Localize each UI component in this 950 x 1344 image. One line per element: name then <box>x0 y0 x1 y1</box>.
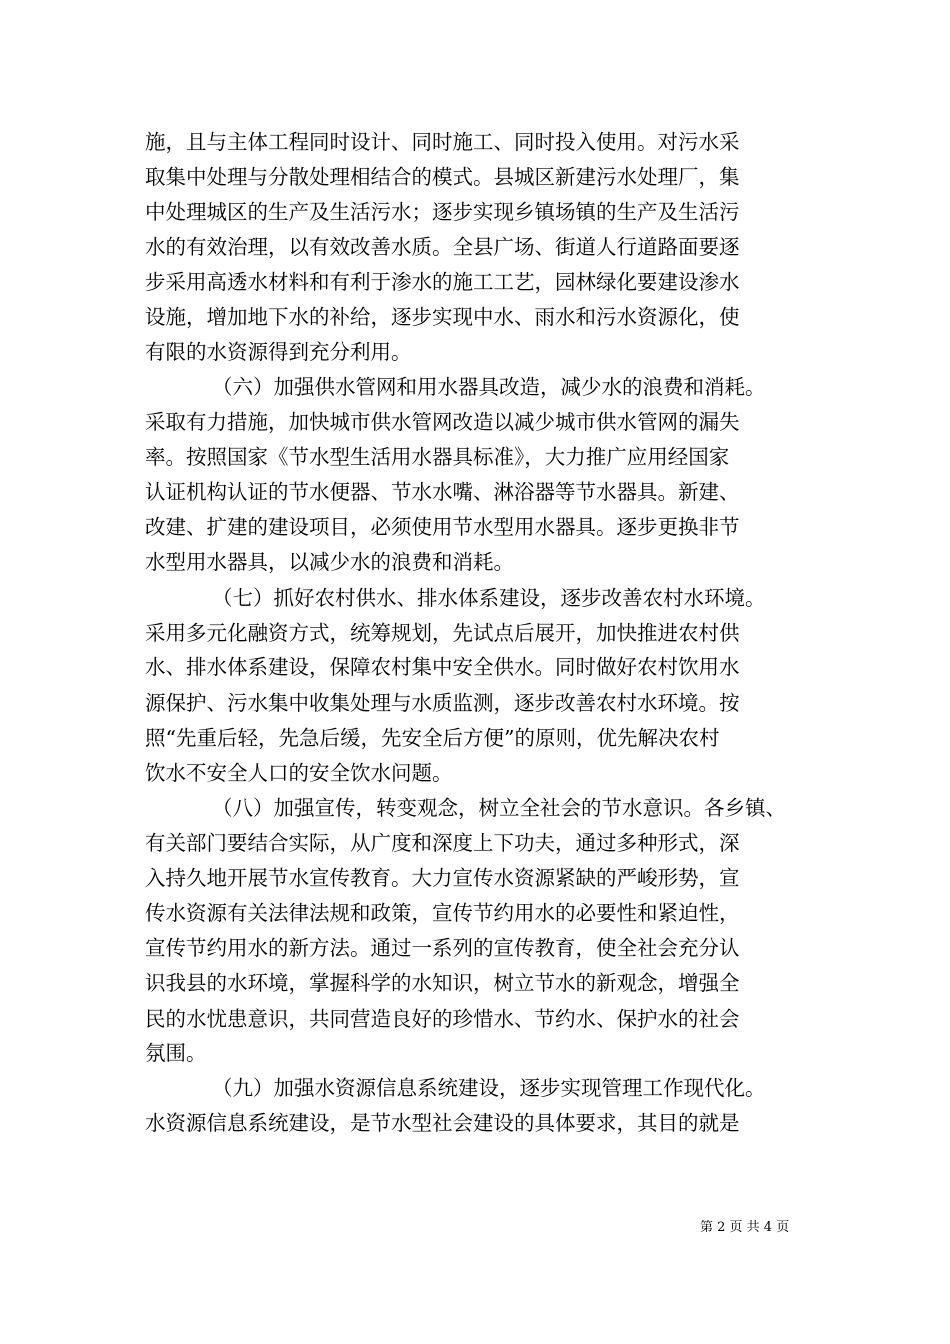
body-text-line: 采取有力措施，加快城市供水管网改造以减少城市供水管网的漏失 <box>145 410 740 434</box>
body-text-line: 施，且与主体工程同时设计、同时施工、同时投入使用。对污水采 <box>145 130 740 154</box>
body-text-line: 入持久地开展节水宣传教育。大力宣传水资源紧缺的严峻形势，宣 <box>145 866 740 890</box>
body-text-line: 传水资源有关法律法规和政策，宣传节约用水的必要性和紧迫性， <box>145 901 740 925</box>
body-text-line: 水资源信息系统建设，是节水型社会建设的具体要求，其目的就是 <box>145 1111 740 1135</box>
paragraph-heading-line: （六）加强供水管网和用水器具改造，减少水的浪费和消耗。 <box>212 375 766 399</box>
body-text-line: 改建、扩建的建设项目，必须使用节水型用水器具。逐步更换非节 <box>145 515 740 539</box>
body-text-line: 认证机构认证的节水便器、节水水嘴、淋浴器等节水器具。新建、 <box>145 480 740 504</box>
body-text-line: 有关部门要结合实际，从广度和深度上下功夫，通过多种形式，深 <box>145 831 740 855</box>
body-text-line: 水的有效治理，以有效改善水质。全县广场、街道人行道路面要逐 <box>145 235 740 259</box>
body-text-line: 宣传节约用水的新方法。通过一系列的宣传教育，使全社会充分认 <box>145 936 740 960</box>
body-text-line: 有限的水资源得到充分利用。 <box>145 340 412 364</box>
body-text-line: 源保护、污水集中收集处理与水质监测，逐步改善农村水环境。按 <box>145 691 740 715</box>
body-text-line: 水型用水器具，以减少水的浪费和消耗。 <box>145 550 514 574</box>
body-text-line: 识我县的水环境，掌握科学的水知识，树立节水的新观念，增强全 <box>145 971 740 995</box>
paragraph-heading-line: （八）加强宣传，转变观念，树立全社会的节水意识。各乡镇、 <box>212 796 786 820</box>
body-text-line: 采用多元化融资方式，统筹规划，先试点后展开，加快推进农村供 <box>145 621 740 645</box>
body-text-line: 取集中处理与分散处理相结合的模式。县城区新建污水处理厂，集 <box>145 165 740 189</box>
body-text-line: 率。按照国家《节水型生活用水器具标准》，大力推广应用经国家 <box>145 445 730 469</box>
body-text-line: 氛围。 <box>145 1041 207 1065</box>
body-text-line: 设施，增加地下水的补给，逐步实现中水、雨水和污水资源化，使 <box>145 305 740 329</box>
body-text-line: 照“先重后轻，先急后缓，先安全后方便”的原则，优先解决农村 <box>145 726 720 750</box>
paragraph-heading-line: （七）抓好农村供水、排水体系建设，逐步改善农村水环境。 <box>212 586 766 610</box>
body-text-line: 民的水忧患意识，共同营造良好的珍惜水、节约水、保护水的社会 <box>145 1007 740 1031</box>
body-text-line: 水、排水体系建设，保障农村集中安全供水。同时做好农村饮用水 <box>145 655 740 679</box>
body-text-line: 饮水不安全人口的安全饮水问题。 <box>145 761 453 785</box>
body-text-line: 中处理城区的生产及生活污水；逐步实现乡镇场镇的生产及生活污 <box>145 200 740 224</box>
paragraph-heading-line: （九）加强水资源信息系统建设，逐步实现管理工作现代化。 <box>212 1076 766 1100</box>
body-text-line: 步采用高透水材料和有利于渗水的施工工艺，园林绿化要建设渗水 <box>145 270 740 294</box>
page-number-footer: 第 2 页 共 4 页 <box>700 1220 790 1235</box>
